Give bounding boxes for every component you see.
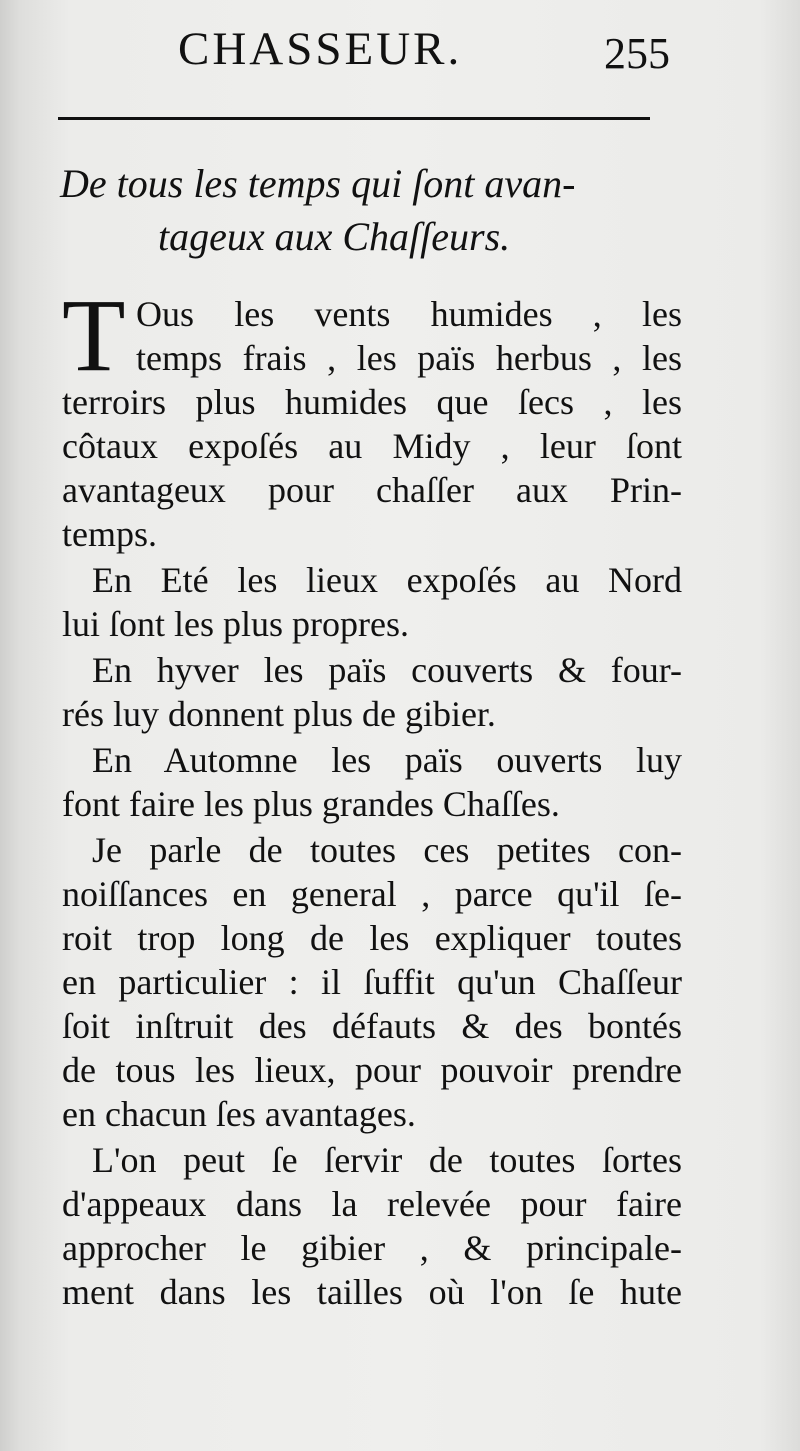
text-line: Je parle de toutes ces petites con-: [92, 830, 682, 870]
running-title: CHASSEUR.: [178, 23, 463, 75]
text-line: En Eté les lieux expoſés au Nord: [92, 560, 682, 600]
text-line: lui ſont les plus propres.: [62, 604, 409, 644]
text-line: roit trop long de les expliquer toutes: [62, 918, 682, 958]
text-line: En hyver les païs couverts & four-: [92, 650, 682, 690]
drop-cap: T: [62, 278, 126, 393]
text-line: font faire les plus grandes Chaſſes.: [62, 784, 560, 824]
header-rule: [58, 117, 650, 120]
text-line: approcher le gibier , & principale-: [62, 1228, 682, 1268]
text-line: terroirs plus humides que ſecs , les: [62, 382, 682, 422]
text-line: noiſſances en general , parce qu'il ſe-: [62, 874, 682, 914]
text-line: Ous les vents humides , les: [136, 294, 682, 334]
text-line: En Automne les païs ouverts luy: [92, 740, 682, 780]
text-line: de tous les lieux, pour pouvoir prendre: [62, 1050, 682, 1090]
text-line: en particulier : il ſuffit qu'un Chaſſeur: [62, 962, 682, 1002]
text-line: rés luy donnent plus de gibier.: [62, 694, 496, 734]
text-line: d'appeaux dans la relevée pour faire: [62, 1184, 682, 1224]
chapter-title-line-2: tageux aux Chaſſeurs.: [158, 214, 511, 259]
text-line: ment dans les tailles où l'on ſe hute: [62, 1272, 682, 1312]
text-line: en chacun ſes avantages.: [62, 1094, 416, 1134]
text-line: côtaux expoſés au Midy , leur ſont: [62, 426, 682, 466]
page-header: [60, 14, 680, 84]
chapter-title: [60, 157, 680, 263]
text-line: avantageux pour chaſſer aux Prin-: [62, 470, 682, 510]
text-line: temps.: [62, 514, 157, 554]
chapter-title-line-1: De tous les temps qui ſont avan-: [60, 161, 576, 206]
text-line: ſoit inſtruit des défauts & des bontés: [62, 1006, 682, 1046]
text-line: L'on peut ſe ſervir de toutes ſortes: [92, 1140, 682, 1180]
body-text: [62, 278, 682, 1314]
text-line: temps frais , les païs herbus , les: [136, 338, 682, 378]
page-number: 255: [604, 29, 670, 78]
